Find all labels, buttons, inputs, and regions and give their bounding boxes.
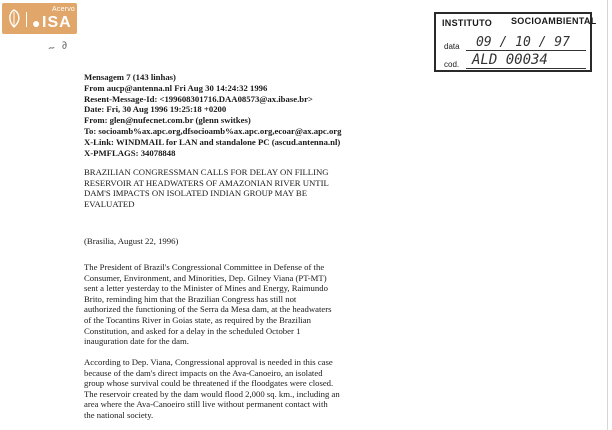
paragraph-line: inauguration date for the dam. [84,336,189,347]
stamp-institution: INSTITUTO [442,18,493,28]
header-line: Resent-Message-Id: <199608301716.DAA08573@ax.ibase.br> [84,93,313,104]
article-title [84,167,329,209]
paragraph-line: Brito, reminding him that the Brazilian Congress has still not [84,293,297,304]
page-edge [607,0,608,430]
paragraph-line: the national society. [84,409,154,420]
paragraph-line: Consumer, Environment, and Minorities, Dep. Gilney Viana (PT-MT) [84,272,327,283]
paragraph-line: because of the dam's direct impacts on the Ava-Canoeiro, an isolated [84,367,323,378]
paragraph-line: According to Dep. Viana, Congressional approval is needed in this case [84,357,333,367]
header-line: To: socioamb%ax.apc.org,dfsocioamb%ax.apc.org,ecoar@ax.apc.org [84,125,342,136]
header-line: From aucp@antenna.nl Fri Aug 30 14:24:32 1996 [84,82,268,93]
logo-isa-text: ISA [42,14,72,31]
stamp-name: SOCIOAMBIENTAL [511,16,597,26]
paragraph-line: Constitution, and asked for a delay in the scheduled October 1 [84,325,301,336]
paragraph-line: group whose survival could be threatened if the floodgates were closed. [84,378,334,389]
header-line: Mensagem 7 (143 linhas) [84,72,176,82]
leaf-icon [7,9,22,28]
stamp-data-line [466,50,586,51]
logo-divider [26,12,27,27]
dateline-text: (Brasilia, August 22, 1996) [84,236,179,246]
paragraph-line: authorized the functioning of the Serra da Mesa dam, at the headwaters [84,304,332,315]
paragraph-1 [84,262,332,347]
title-line: RESERVOIR AT HEADWATERS OF AMAZONIAN RIVER UNTIL [84,177,329,188]
paragraph-line: The reservoir created by the dam would flood 2,000 sq. km., including an [84,388,340,399]
header-line: Date: Fri, 30 Aug 1996 19:25:18 +0200 [84,104,227,115]
title-line: EVALUATED [84,198,135,209]
title-line: BRAZILIAN CONGRESSMAN CALLS FOR DELAY ON FILLING [84,167,329,177]
title-line: DAM'S IMPACTS ON ISOLATED INDIAN GROUP MAY BE [84,188,308,199]
stamp-data-label: data [444,42,460,51]
isa-logo [2,3,77,34]
logo-acervo-text: Acervo [52,6,75,13]
paragraph-line: The President of Brazil's Congressional Committee in Defense of the [84,262,325,272]
paragraph-line: sent a letter yesterday to the Minister of Mines and Energy, Raimundo [84,283,328,294]
stamp-cod-label: cod. [444,60,460,69]
handwritten-mark: ∼ ∂ [46,38,70,55]
header-line: X-PMFLAGS: 34078848 [84,147,176,158]
archive-stamp [434,12,597,72]
paragraph-2 [84,357,340,421]
logo-mark: ● [32,15,41,31]
paragraph-line: of the Tocantins River in Goias state, as required by the Brazilian [84,314,311,325]
email-header [84,72,342,158]
paragraph-line: area where the Ava-Canoeiro still live without permanent contact with [84,399,328,410]
dateline [84,236,178,247]
stamp-cod-line [466,68,586,69]
header-line: From: glen@nufecnet.com.br (glenn switkes) [84,115,251,126]
header-line: X-Link: WINDMAIL for LAN and standalone PC (ascud.antenna.nl) [84,136,341,147]
stamp-cod-value: ALD 00034 [472,52,548,68]
stamp-data-value: 09 / 10 / 97 [476,35,570,50]
